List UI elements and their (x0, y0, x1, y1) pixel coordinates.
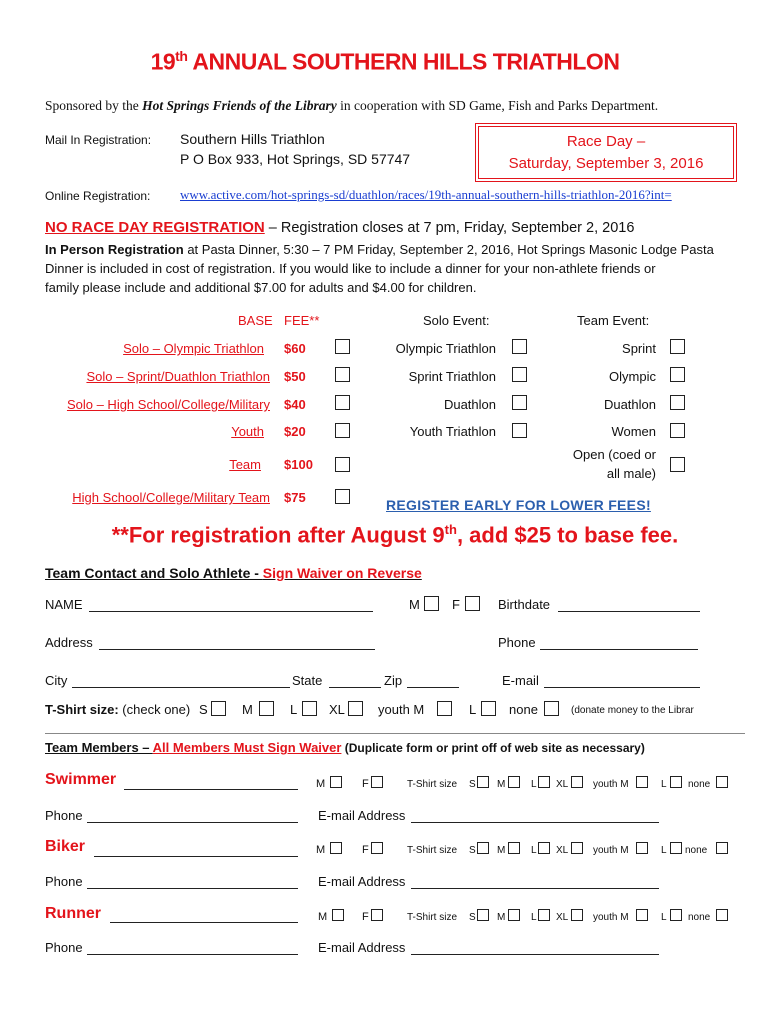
member-size-checkbox[interactable] (571, 842, 583, 854)
runner-name-field[interactable] (110, 922, 298, 923)
name-field[interactable] (89, 611, 373, 612)
fee-row-amount: $20 (284, 424, 306, 439)
tshirt-size-checkbox[interactable] (259, 701, 274, 716)
member-size-checkbox[interactable] (716, 842, 728, 854)
role-label-swimmer: Swimmer (45, 771, 117, 788)
in-person-line1: In Person Registration at Pasta Dinner, 5:30 – 7 PM Friday, September 2, 2016, Hot Springs Masonic Lodge Pasta (45, 242, 714, 257)
team-event-checkbox[interactable] (670, 423, 685, 438)
member-f-checkbox[interactable] (371, 909, 383, 921)
member-size-label: none (688, 779, 711, 790)
member-phone-label: Phone (45, 808, 83, 823)
fee-row-name: Team (229, 457, 261, 472)
member-size-checkbox[interactable] (508, 776, 520, 788)
team-event-checkbox[interactable] (670, 367, 685, 382)
phone-label: Phone (498, 635, 536, 650)
member-f-label: F (362, 844, 369, 856)
tshirt-size-checkbox[interactable] (544, 701, 559, 716)
member-size-label: M (497, 779, 506, 790)
section-divider (45, 733, 745, 734)
solo-event-option: Duathlon (443, 397, 496, 412)
race-day-line2: Saturday, September 3, 2016 (508, 155, 704, 172)
fee-row-name: Youth (231, 424, 264, 439)
address-label: Address (45, 635, 93, 650)
member-phone-label: Phone (45, 874, 83, 889)
member-m-checkbox[interactable] (330, 776, 342, 788)
fee-row-checkbox[interactable] (335, 457, 350, 472)
member-size-label: L (531, 912, 537, 923)
tshirt-size-label: youth M (378, 702, 425, 717)
solo-event-checkbox[interactable] (512, 395, 527, 410)
m-label: M (409, 597, 420, 612)
mail-line2: P O Box 933, Hot Springs, SD 57747 (180, 151, 411, 167)
online-label: Online Registration: (45, 189, 151, 203)
member-phone-field[interactable] (87, 954, 298, 955)
member-size-label: youth M (593, 845, 629, 856)
swimmer-name-field[interactable] (124, 789, 298, 790)
tshirt-size-label: L (469, 702, 477, 717)
team-event-option-open-1: Open (coed or (572, 447, 656, 462)
member-size-label: S (469, 779, 476, 790)
fee-row-amount: $50 (284, 369, 306, 384)
fee-row-name: Solo – Olympic Triathlon (123, 341, 264, 356)
member-size-checkbox[interactable] (477, 842, 489, 854)
tshirt-label: T-Shirt size: (check one) (45, 702, 191, 717)
member-tshirt-label: T-Shirt size (407, 845, 458, 856)
member-size-label: S (469, 845, 476, 856)
tshirt-size-checkbox[interactable] (302, 701, 317, 716)
member-size-checkbox[interactable] (636, 909, 648, 921)
birthdate-label: Birthdate (498, 597, 551, 612)
member-size-label: none (685, 845, 708, 856)
in-person-line3: family please include and additional $7.00 for adults and $4.00 for children. (45, 280, 477, 295)
member-m-label: M (316, 844, 326, 856)
member-size-checkbox[interactable] (538, 909, 550, 921)
member-size-checkbox[interactable] (538, 842, 550, 854)
member-size-checkbox[interactable] (636, 776, 648, 788)
solo-event-checkbox[interactable] (512, 367, 527, 382)
member-size-label: youth M (593, 912, 629, 923)
member-f-checkbox[interactable] (371, 776, 383, 788)
member-size-checkbox[interactable] (670, 909, 682, 921)
address-field[interactable] (99, 649, 375, 650)
no-race-day-notice: NO RACE DAY REGISTRATION – Registration closes at 7 pm, Friday, September 2, 2016 (45, 219, 635, 236)
solo-event-option: Youth Triathlon (409, 424, 496, 439)
role-label-biker: Biker (45, 838, 86, 855)
race-day-line1: Race Day – (566, 133, 646, 150)
tshirt-size-label: XL (329, 702, 345, 717)
in-person-line2: Dinner is included in cost of registration. If you would like to include a dinner for your non-athlete friends or (45, 261, 656, 276)
birthdate-field[interactable] (558, 611, 700, 612)
fee-row-checkbox[interactable] (335, 423, 350, 438)
team-event-option: Sprint (622, 341, 656, 356)
member-m-label: M (318, 911, 328, 923)
f-label: F (452, 597, 460, 612)
team-event-checkbox[interactable] (670, 457, 685, 472)
member-size-checkbox[interactable] (716, 909, 728, 921)
member-f-label: F (362, 911, 369, 923)
member-size-checkbox[interactable] (508, 842, 520, 854)
member-m-checkbox[interactable] (332, 909, 344, 921)
member-size-checkbox[interactable] (670, 842, 682, 854)
member-email-label: E-mail Address (318, 874, 406, 889)
member-tshirt-label: T-Shirt size (407, 912, 458, 923)
member-tshirt-label: T-Shirt size (407, 779, 458, 790)
state-label: State (292, 673, 323, 688)
tshirt-size-checkbox[interactable] (481, 701, 496, 716)
team-event-option: Olympic (609, 369, 656, 384)
email-label: E-mail (502, 673, 539, 688)
solo-event-option: Olympic Triathlon (395, 341, 496, 356)
tshirt-size-label: none (509, 702, 538, 717)
late-fee-notice: **For registration after August 9th, add $25 to base fee. (111, 522, 679, 548)
member-size-label: none (688, 912, 711, 923)
team-event-checkbox[interactable] (670, 339, 685, 354)
member-size-label: L (661, 845, 667, 856)
fee-row-checkbox[interactable] (335, 489, 350, 504)
member-size-label: L (531, 845, 537, 856)
tshirt-size-checkbox[interactable] (211, 701, 226, 716)
member-phone-field[interactable] (87, 822, 298, 823)
solo-event-checkbox[interactable] (512, 423, 527, 438)
fee-row-amount: $60 (284, 341, 306, 356)
mail-line1: Southern Hills Triathlon (180, 131, 325, 147)
team-event-checkbox[interactable] (670, 395, 685, 410)
solo-event-checkbox[interactable] (512, 339, 527, 354)
member-size-checkbox[interactable] (538, 776, 550, 788)
member-size-checkbox[interactable] (636, 842, 648, 854)
fee-row-amount: $100 (284, 457, 313, 472)
member-size-label: M (497, 912, 506, 923)
tshirt-size-checkbox[interactable] (348, 701, 363, 716)
member-email-field[interactable] (411, 888, 659, 889)
member-phone-field[interactable] (87, 888, 298, 889)
solo-event-option: Sprint Triathlon (408, 369, 496, 384)
member-m-label: M (316, 778, 326, 790)
member-f-label: F (362, 778, 369, 790)
member-size-checkbox[interactable] (508, 909, 520, 921)
register-early-banner: REGISTER EARLY FOR LOWER FEES! (386, 497, 651, 513)
m-checkbox[interactable] (424, 596, 439, 611)
member-size-label: S (469, 912, 476, 923)
race-day-box (475, 123, 737, 182)
city-label: City (45, 673, 68, 688)
member-size-checkbox[interactable] (571, 909, 583, 921)
member-size-label: youth M (593, 779, 629, 790)
member-email-label: E-mail Address (318, 808, 406, 823)
team-event-label: Team Event: (577, 313, 650, 328)
team-event-option: Duathlon (603, 397, 656, 412)
city-field[interactable] (72, 687, 290, 688)
biker-name-field[interactable] (94, 856, 298, 857)
contact-heading: Team Contact and Solo Athlete - Sign Waiver on Reverse (45, 565, 422, 581)
role-label-runner: Runner (45, 905, 101, 922)
fee-row-name: Solo – Sprint/Duathlon Triathlon (86, 369, 270, 384)
member-size-label: L (661, 779, 667, 790)
zip-field[interactable] (407, 687, 459, 688)
online-url-link[interactable]: www.active.com/hot-springs-sd/duathlon/races/19th-annual-southern-hills-triathlon-2016?int= (180, 187, 672, 202)
member-size-checkbox[interactable] (670, 776, 682, 788)
fee-row-checkbox[interactable] (335, 339, 350, 354)
member-size-label: M (497, 845, 506, 856)
fee-row-amount: $75 (284, 490, 306, 505)
member-size-label: XL (556, 845, 569, 856)
team-event-option-open-2: all male) (606, 466, 656, 481)
member-size-label: L (661, 912, 667, 923)
team-members-heading: Team Members – All Members Must Sign Waiver (Duplicate form or print off of web site as necessary) (45, 740, 645, 755)
base-label: BASE (238, 313, 273, 328)
member-f-checkbox[interactable] (371, 842, 383, 854)
fee-row-name: Solo – High School/College/Military (66, 397, 270, 412)
member-size-label: L (531, 779, 537, 790)
team-event-option: Women (611, 424, 656, 439)
tshirt-size-label: M (242, 702, 253, 717)
fee-label: FEE** (284, 313, 320, 328)
fee-row-amount: $40 (284, 397, 306, 412)
tshirt-size-label: S (199, 702, 208, 717)
mail-label: Mail In Registration: (45, 133, 152, 147)
member-email-field[interactable] (411, 822, 659, 823)
page-title: 19th ANNUAL SOUTHERN HILLS TRIATHLON (150, 48, 620, 75)
member-m-checkbox[interactable] (330, 842, 342, 854)
member-phone-label: Phone (45, 940, 83, 955)
member-size-checkbox[interactable] (716, 776, 728, 788)
name-label: NAME (45, 597, 83, 612)
tshirt-size-label: L (290, 702, 298, 717)
member-size-label: XL (556, 779, 569, 790)
email-field[interactable] (544, 687, 700, 688)
donate-note: (donate money to the Librar (571, 705, 694, 716)
fee-row-checkbox[interactable] (335, 367, 350, 382)
member-email-label: E-mail Address (318, 940, 406, 955)
tshirt-size-checkbox[interactable] (437, 701, 452, 716)
fee-row-name: High School/College/Military Team (72, 490, 270, 505)
member-email-field[interactable] (411, 954, 659, 955)
zip-label: Zip (384, 673, 403, 688)
member-size-checkbox[interactable] (571, 776, 583, 788)
phone-field[interactable] (540, 649, 698, 650)
f-checkbox[interactable] (465, 596, 480, 611)
member-size-checkbox[interactable] (477, 909, 489, 921)
sponsor-line: Sponsored by the Hot Springs Friends of the Library in cooperation with SD Game, Fish and Parks Department. (45, 98, 659, 113)
state-field[interactable] (329, 687, 381, 688)
member-size-label: XL (556, 912, 569, 923)
solo-event-label: Solo Event: (423, 313, 490, 328)
fee-row-checkbox[interactable] (335, 395, 350, 410)
member-size-checkbox[interactable] (477, 776, 489, 788)
